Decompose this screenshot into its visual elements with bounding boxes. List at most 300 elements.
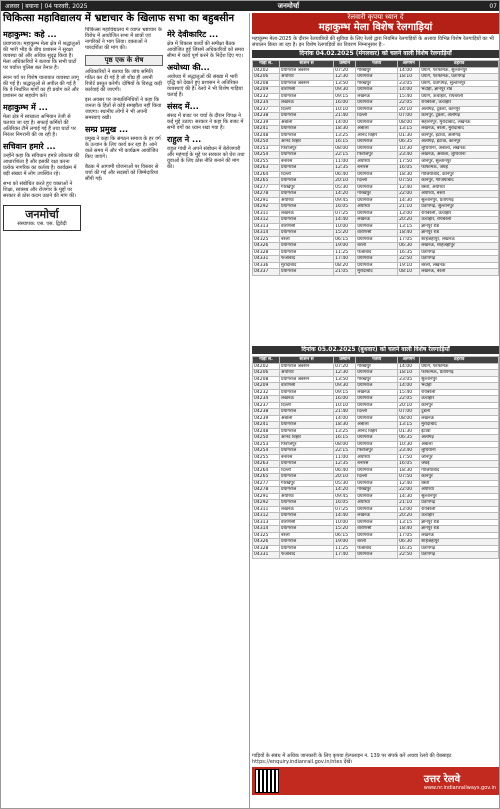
news-column-2 [85, 27, 163, 186]
table-cell: 04311 [253, 506, 280, 513]
left-headline: चिकित्सा महाविद्यालय में भ्रष्टाचार के खिलाफ सभा का बहुबसीन [3, 13, 235, 24]
table-cell: बरेली [356, 243, 398, 250]
table-cell: 14:30 [398, 493, 420, 500]
table-cell: प्रयागराज [356, 552, 398, 559]
table-cell: आनंद विहार [280, 139, 334, 146]
table-cell: लखनऊ [356, 389, 398, 396]
table-cell: 12:40 [398, 184, 420, 191]
table-cell: 04241 [253, 422, 280, 429]
railway-org-name: उत्तर रेलवे [423, 774, 461, 785]
footer-note: गाड़ियों के संबंध में अधिक जानकारी के लिए कृपया हेल्पलाइन नं. 139 पर संपर्क करें अथवा रेलवे की वेबसाइट https://enquiry.indianrail.gov.in/ntes देखें। [252, 753, 499, 765]
table-cell: ज्ञानपुर रोड [420, 519, 499, 526]
table-cell: लखनऊ [280, 210, 334, 217]
table-header-cell: गंतव्य [356, 357, 398, 364]
table-cell: लुधियाना, अंबाला, लखनऊ [420, 145, 499, 152]
table-cell: 04250 [253, 139, 280, 146]
table-cell: 09:45 [334, 197, 356, 204]
table-cell: अयोध्या [356, 204, 398, 211]
table-cell: प्रयागराज [280, 539, 334, 546]
table-cell: प्रयागराज [280, 409, 334, 416]
masthead-brand: जनमोर्चा [277, 1, 300, 10]
table-cell: 04278 [253, 487, 280, 494]
table-cell: 18:10 [398, 74, 420, 81]
table-cell: फिरोजपुर [356, 448, 398, 455]
table-cell: 23:40 [398, 448, 420, 455]
table-cell: अलीगढ़, टूंडला, कानपुर [420, 106, 499, 113]
table-cell: प्रयागराज [280, 126, 334, 133]
table-cell: 04209 [253, 87, 280, 94]
table-cell: 14:00 [334, 119, 356, 126]
table-cell: 17:40 [334, 552, 356, 559]
table-cell: 04248 [253, 132, 280, 139]
table-cell: 04328 [253, 249, 280, 256]
paragraph: क्षेत्र में विकास कार्यों की समीक्षा बैठक आयोजित हुई जिसमें अधिकारियों को समय सीमा में कार्य पूर्ण करने के निर्देश दिए गए। [167, 41, 244, 59]
table-cell: अयोध्या [280, 197, 334, 204]
table-cell: अलीगढ़, इटावा, कानपुर [420, 139, 499, 146]
table-cell: प्रयागराज [356, 383, 398, 390]
table-cell: 14:40 [334, 217, 356, 224]
table-cell: लुधियाना [420, 448, 499, 455]
table-cell: बनारस [356, 165, 398, 172]
table-cell: 04277 [253, 480, 280, 487]
table-cell: ज्ञानपुर रोड [420, 230, 499, 237]
table-cell: 10:00 [334, 223, 356, 230]
table-cell: 04313 [253, 519, 280, 526]
paragraph: अधिकारियों ने बताया कि जांच समिति गठित कर दी गई है जो शीघ्र ही अपनी रिपोर्ट प्रस्तुत करेगी। दोषियों के विरुद्ध कड़ी कार्रवाई की जाएगी। [85, 69, 162, 93]
table-cell: प्रयागराज [280, 487, 334, 494]
table-cell: 17:05 [398, 532, 420, 539]
table-cell: 04277 [253, 184, 280, 191]
table-cell: 21:40 [334, 113, 356, 120]
table-cell: 04264 [253, 467, 280, 474]
table-cell: जौनपुर [420, 454, 499, 461]
table-cell: प्रयागराज [356, 441, 398, 448]
table-cell: लखनऊ, शाहजहांपुर [420, 243, 499, 250]
table-header-cell: ठहराव [420, 357, 499, 364]
table-cell: 14:00 [398, 87, 420, 94]
table-cell: 13:00 [398, 210, 420, 217]
table-cell: 21:05 [334, 269, 356, 276]
table-cell: 04232 [253, 389, 280, 396]
table-cell: गोरखपुर [356, 191, 398, 198]
table-cell: 07:20 [334, 67, 356, 74]
table-cell: 04328 [253, 545, 280, 552]
table-cell: अंबाला [356, 422, 398, 429]
table-cell: 14:00 [398, 67, 420, 74]
table-cell: फैजाबाद [356, 545, 398, 552]
table-cell: शाहजहांपुर [420, 539, 499, 546]
table-cell: 16:15 [334, 435, 356, 442]
table-cell: मुरादाबाद [280, 262, 334, 269]
table-cell: 18:30 [334, 126, 356, 133]
table-cell: 04254 [253, 152, 280, 159]
table-cell: फैजाबाद [356, 249, 398, 256]
banner-title: महाकुम्भ मेला विशेष रेलगाड़ियां [318, 22, 433, 33]
table-cell: प्रयागराज जंक्शन [280, 80, 334, 87]
table-cell: 14:40 [334, 513, 356, 520]
table-cell: 04238 [253, 409, 280, 416]
table-cell: प्रयागराज [280, 428, 334, 435]
table-cell: 06:15 [334, 532, 356, 539]
section-sampra-pramukh: सम्प्र प्रमुख ... [85, 125, 129, 134]
table-cell: दिल्ली [280, 106, 334, 113]
table-cell: 21:10 [398, 204, 420, 211]
paragraph: संसद में बजट पर चर्चा के दौरान विपक्ष ने कई मुद्दे उठाए। सरकार ने कहा कि बजट में सभी वर्गों का ध्यान रखा गया है। [167, 113, 244, 131]
table-header-cell: स्टेशन से [280, 61, 334, 68]
table-cell: 19:00 [334, 539, 356, 546]
table-cell: 06:35 [398, 139, 420, 146]
table-cell: 17:50 [398, 454, 420, 461]
table-cell: प्रयागराज [280, 243, 334, 250]
paragraph: राहुल गांधी ने अपने संबोधन में बेरोजगारी और महंगाई के मुद्दे पर सरकार को घेरा तथा युवाओं के लिए ठोस नीति बनाने की मांग की। [167, 146, 245, 170]
table-cell: फैजाबाद [280, 256, 334, 263]
table-cell: 19:10 [398, 262, 420, 269]
table-cell: प्रयागराज [356, 396, 398, 403]
table-cell: 18:40 [398, 526, 420, 533]
table-cell: 04292 [253, 500, 280, 507]
table-cell: प्रयाग, फाफामऊ [420, 363, 499, 370]
table-cell: फाफामऊ, जंघई [420, 165, 499, 172]
table-cell: 12:35 [334, 461, 356, 468]
table-cell: 10:30 [398, 441, 420, 448]
table-cell: दिल्ली [356, 474, 398, 481]
table-cell: लखनऊ [420, 532, 499, 539]
table-cell: अयोध्या [420, 487, 499, 494]
table-cell: लखनऊ, बरेली [420, 269, 499, 276]
table-cell: अंबाला [356, 126, 398, 133]
table-header-cell: गंतव्य [356, 61, 398, 68]
railway-footer [252, 753, 499, 808]
table-cell: अयोध्या [280, 74, 334, 81]
section-devikarit: मेरे देवीकारिट ... [167, 30, 219, 39]
table-cell: 07:50 [398, 178, 420, 185]
table-cell: 22:50 [398, 256, 420, 263]
table-cell: 04206 [253, 370, 280, 377]
table-cell: 04253 [253, 441, 280, 448]
table-cell: सुल्तानपुर [420, 376, 499, 383]
paragraph: प्रमुख ने कहा कि संगठन समाज के हर वर्ग के उत्थान के लिए कार्य कर रहा है। आने वाले समय में और भी कार्यक्रम आयोजित किए जाएंगे। [85, 136, 161, 160]
table-cell: 15:20 [334, 230, 356, 237]
section-rahul: राहुल ने ... [167, 135, 202, 144]
table-cell: रायबरेली, ऊंचाहार [420, 210, 499, 217]
table-cell: 04314 [253, 230, 280, 237]
table-cell: 04208 [253, 80, 280, 87]
table-header-cell: प्रस्थान [334, 357, 356, 364]
table-cell: 10:10 [334, 402, 356, 409]
table-cell: फैजाबाद [280, 552, 334, 559]
table-cell: प्रयाग, फाफामऊ, सुल्तानपुर [420, 67, 499, 74]
table-cell: 20:10 [334, 474, 356, 481]
table-cell: 12:35 [334, 165, 356, 172]
table-cell: प्रयागराज [356, 184, 398, 191]
table-cell: प्रयागराज [280, 269, 334, 276]
table-cell: लखनऊ [356, 217, 398, 224]
table-cell: प्रतापगढ़ [420, 256, 499, 263]
table-cell: 07:00 [398, 113, 420, 120]
table-cell: लखनऊ, अंबाला, लुधियाना [420, 152, 499, 159]
table-cell: 13:25 [334, 132, 356, 139]
table-cell: 20:10 [398, 402, 420, 409]
table-cell: प्रयागराज [356, 236, 398, 243]
table-cell: वाराणसी [280, 519, 334, 526]
table-cell: प्रयागराज [280, 204, 334, 211]
table-cell: 04278 [253, 191, 280, 198]
publication-logo: जनमोर्चा [25, 208, 59, 221]
table-cell: 04241 [253, 126, 280, 133]
table-cell: लखनऊ [420, 415, 499, 422]
table-cell: 16:05 [334, 500, 356, 507]
news-column-1 [3, 27, 81, 231]
table-cell: प्रयागराज [356, 519, 398, 526]
table-cell: रायबरेली [420, 506, 499, 513]
table-cell: लखनऊ [280, 506, 334, 513]
table-cell: प्रयागराज [280, 249, 334, 256]
table-cell: 07:20 [334, 363, 356, 370]
table-cell: प्रयागराज [280, 389, 334, 396]
table-cell: गोरखपुर [356, 363, 398, 370]
table-cell: 20:20 [398, 513, 420, 520]
table-cell: वाराणसी [280, 383, 334, 390]
paragraph: बैठक में आगामी योजनाओं पर विस्तार से चर्चा की गई और सदस्यों को जिम्मेदारियां सौंपी गईं। [85, 164, 159, 182]
table-cell: 16:05 [334, 204, 356, 211]
table-cell: 15:40 [398, 93, 420, 100]
table-cell: दिल्ली [280, 402, 334, 409]
table-cell: 09:30 [334, 87, 356, 94]
table-cell: 04325 [253, 236, 280, 243]
table-cell: प्रतापगढ़, सुल्तानपुर [420, 204, 499, 211]
table-cell: सुल्तानपुर, प्रतापगढ़ [420, 197, 499, 204]
table-cell: 04331 [253, 256, 280, 263]
table-cell: 04263 [253, 165, 280, 172]
table-cell: 23:05 [398, 376, 420, 383]
table-cell: प्रयागराज [280, 461, 334, 468]
table-cell: प्रयागराज [356, 106, 398, 113]
table-cell: 12:30 [334, 74, 356, 81]
table-cell: 04254 [253, 448, 280, 455]
table-cell: 17:50 [398, 158, 420, 165]
table-cell: प्रयागराज [356, 256, 398, 263]
table-cell: प्रयागराज [356, 197, 398, 204]
table-cell: प्रयागराज [356, 119, 398, 126]
table-header-cell: ठहराव [420, 61, 499, 68]
table-cell: 18:30 [398, 467, 420, 474]
table-cell: 18:10 [398, 370, 420, 377]
table-cell: रायबरेली, ऊंचाहार [420, 100, 499, 107]
table-cell: अयोध्या [280, 493, 334, 500]
table2-wrap [252, 356, 499, 624]
table-cell: वाराणसी [280, 223, 334, 230]
table-cell: बस्ती [420, 480, 499, 487]
table-cell: कानपुर, गाजियाबाद [420, 178, 499, 185]
table-cell: प्रयागराज [356, 370, 398, 377]
table-cell: 04255 [253, 454, 280, 461]
paragraph: उन्होंने कहा कि संविधान हमारे लोकतंत्र की आधारशिला है और इसकी रक्षा करना प्रत्येक नागरिक का कर्तव्य है। कार्यक्रम में बड़ी संख्या में लोग उपस्थित रहे। [3, 153, 80, 177]
table-cell: दिल्ली [356, 409, 398, 416]
banner-attention: रेलवारी कृपया ध्यान दें [347, 13, 404, 21]
table-cell: 04263 [253, 461, 280, 468]
section-ayodhya: अयोध्या की... [167, 63, 210, 72]
table-cell: प्रयागराज [280, 474, 334, 481]
table-cell: 10:30 [398, 145, 420, 152]
table-cell: गाजियाबाद, कानपुर [420, 171, 499, 178]
table-cell: 22:05 [398, 100, 420, 107]
table-cell: 18:30 [398, 171, 420, 178]
table-cell: दिल्ली [356, 178, 398, 185]
railway-banner [252, 13, 499, 34]
table-cell: प्रयागराज [280, 526, 334, 533]
table-cell: बरेली [280, 532, 334, 539]
table-cell: वाराणसी [356, 230, 398, 237]
table-cell: 14:20 [334, 191, 356, 198]
table-cell: दिल्ली [280, 467, 334, 474]
table-cell: 15:20 [334, 526, 356, 533]
table-cell: प्रतापगढ़ [420, 552, 499, 559]
table-cell: 19:00 [334, 243, 356, 250]
section-sachivan: सचिवान हमारे ... [3, 142, 56, 151]
table-cell: 20:20 [398, 217, 420, 224]
paragraph: मेला क्षेत्र में स्वच्छता अभियान तेजी से चलाया जा रहा है। सफाई कर्मियों की अतिरिक्त टीमें लगाई गई हैं तथा घाटों पर निरंतर निगरानी की जा रही है। [3, 114, 76, 138]
footer-bar [252, 767, 499, 795]
table-cell: 04325 [253, 532, 280, 539]
table-cell: कानपुर, इटावा, अलीगढ़ [420, 132, 499, 139]
table-cell: 04237 [253, 106, 280, 113]
qr-code-icon [255, 769, 279, 793]
table-cell: प्रयागराज [356, 223, 398, 230]
table-cell: 04264 [253, 171, 280, 178]
table-cell: प्रयागराज [356, 145, 398, 152]
railway-advertisement [252, 13, 499, 808]
table-cell: बरेली [280, 236, 334, 243]
table-cell: 04336 [253, 262, 280, 269]
table-cell: 14:20 [334, 487, 356, 494]
table-cell: भदोही, ज्ञानपुर रोड [420, 87, 499, 94]
table-cell: 01:30 [398, 132, 420, 139]
table-cell: 22:15 [334, 448, 356, 455]
table-cell: 09:45 [334, 493, 356, 500]
table-cell: बनारस [280, 454, 334, 461]
table-cell: 11:25 [334, 249, 356, 256]
table-cell: 04265 [253, 178, 280, 185]
table-cell: 15:40 [398, 389, 420, 396]
table-cell: वाराणसी [356, 526, 398, 533]
table-cell: 16:35 [398, 249, 420, 256]
table-cell: प्रयागराज [356, 493, 398, 500]
table-cell: अयोध्या [356, 500, 398, 507]
table-cell: 23:05 [398, 80, 420, 87]
table-cell: 04234 [253, 396, 280, 403]
paragraph: प्रयागराज। महाकुम्भ मेला क्षेत्र में श्रद्धालुओं की भारी भीड़ के बीच प्रशासन ने सुरक्षा व्यवस्था को और अधिक सुदृढ़ किया है। मेला अधिकारियों ने बताया कि सभी घाटों पर पर्याप्त पुलिस बल तैनात है। [3, 41, 80, 71]
table-cell: 18:40 [398, 230, 420, 237]
table-cell: 04326 [253, 539, 280, 546]
table-cell: ऊंचाहार [420, 513, 499, 520]
table-cell: फिरोजपुर [280, 441, 334, 448]
table-cell: आनंद विहार [356, 428, 398, 435]
table-cell: मुरादाबाद [356, 269, 398, 276]
table-cell: प्रयागराज [356, 262, 398, 269]
section-mahakumbh-kahe: महाकुम्भ: कहे ... [3, 30, 57, 39]
table-cell: 16:00 [334, 396, 356, 403]
table-cell: 12:40 [398, 480, 420, 487]
table-cell: 16:15 [334, 139, 356, 146]
table-row [253, 269, 499, 276]
table-cell: 07:00 [398, 409, 420, 416]
table-cell: प्रयागराज [280, 178, 334, 185]
table-cell: प्रयागराज [280, 152, 334, 159]
table-cell: 08:00 [398, 119, 420, 126]
table-cell: 14:00 [334, 415, 356, 422]
table-cell: 22:00 [398, 487, 420, 494]
table-cell: प्रयागराज [356, 87, 398, 94]
publication-logo-sub: संस्थापक: एस. एस. द्विवेदी [17, 221, 67, 227]
table-cell: 20:10 [334, 178, 356, 185]
table-cell: गोरखपुर [356, 487, 398, 494]
table-cell: 10:00 [334, 519, 356, 526]
table-cell: 08:10 [398, 269, 420, 276]
table-cell: दिल्ली [356, 113, 398, 120]
table-cell: प्रयागराज [356, 402, 398, 409]
table-cell: 04248 [253, 428, 280, 435]
paragraph: सभा को संबोधित करते हुए वक्ताओं ने शिक्षा, स्वास्थ्य और रोजगार के मुद्दों पर सरकार से ठोस कदम उठाने की मांग की। [3, 181, 77, 199]
paragraph: चिकित्सा महाविद्यालय में व्याप्त भ्रष्टाचार के विरोध में आयोजित सभा में छात्रों एवं नागरिकों ने भाग लिया। वक्ताओं ने पारदर्शिता की मांग की। [85, 27, 162, 51]
table-header-cell: गाड़ी सं. [253, 357, 280, 364]
table-cell: जौनपुर, सुल्तानपुर [420, 158, 499, 165]
table-cell: 06:40 [334, 467, 356, 474]
table-cell: 13:25 [334, 428, 356, 435]
table-cell: 06:40 [334, 171, 356, 178]
table-cell: लखनऊ, बरेली, मुरादाबाद [420, 126, 499, 133]
table-cell: शाहजहांपुर, लखनऊ [420, 236, 499, 243]
table-cell: अलीगढ़ [420, 435, 499, 442]
table-cell: 11:25 [334, 545, 356, 552]
section-sansad: संसद में... [167, 102, 199, 111]
table-cell: 16:35 [398, 545, 420, 552]
table-cell: गोरखपुर [280, 480, 334, 487]
table-cell: भदोही [420, 383, 499, 390]
table-cell: 04239 [253, 119, 280, 126]
table-cell: प्रयागराज [280, 93, 334, 100]
table-cell: 04313 [253, 223, 280, 230]
table-cell: बरेली, लखनऊ [420, 262, 499, 269]
table2-body [253, 363, 499, 558]
section-page-one-continued: पृष्ठ एक के शेष [85, 55, 163, 66]
table-cell: 04202 [253, 67, 280, 74]
table-cell: रायबरेली [420, 389, 499, 396]
table-cell: 04255 [253, 158, 280, 165]
table-cell: 22:15 [334, 152, 356, 159]
table-cell: 16:05 [398, 165, 420, 172]
table-cell: 05:30 [334, 184, 356, 191]
table-cell: प्रयागराज [356, 74, 398, 81]
table-cell: इटावा [420, 428, 499, 435]
table-cell: 14:30 [398, 197, 420, 204]
table-cell: फिरोजपुर [356, 152, 398, 159]
table-cell: प्रयागराज जंक्शन [280, 376, 334, 383]
table-header-cell: गाड़ी सं. [253, 61, 280, 68]
table-cell: वाराणसी [280, 87, 334, 94]
table-cell: प्रयागराज [280, 513, 334, 520]
table-cell: प्रयागराज [280, 113, 334, 120]
table-cell: अयोध्या, बस्ती [420, 191, 499, 198]
table-cell: 13:15 [398, 422, 420, 429]
table-header-cell: आगमन [398, 61, 420, 68]
table-cell: 21:40 [334, 409, 356, 416]
table-cell: 14:00 [398, 383, 420, 390]
paragraph: अयोध्या में श्रद्धालुओं की संख्या में भारी वृद्धि को देखते हुए प्रशासन ने अतिरिक्त व्यवस्थाएं की हैं। रेलवे ने भी विशेष गाड़ियां चलाई हैं। [167, 74, 243, 98]
table-cell: कानपुर [420, 402, 499, 409]
table-cell: 17:05 [398, 236, 420, 243]
table-cell: 09:15 [334, 389, 356, 396]
table-cell: फाफामऊ, प्रतापगढ़ [420, 370, 499, 377]
